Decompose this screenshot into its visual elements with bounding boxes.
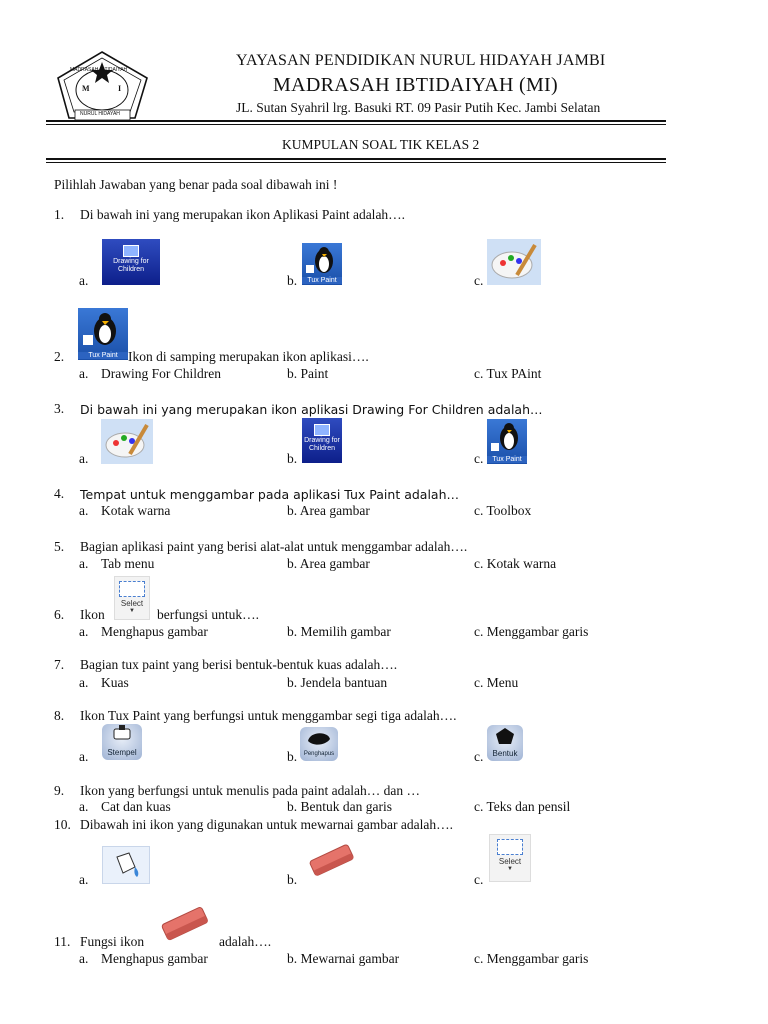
- q5-option-c: c. Kotak warna: [474, 556, 557, 571]
- paint-palette-icon-q3: [101, 419, 153, 464]
- q10-option-b: b.: [287, 872, 298, 887]
- tux-paint-icon-q3: [487, 419, 527, 464]
- q11-text-pre: Fungsi ikon: [80, 934, 145, 949]
- q9-option-a-text: Cat dan kuas: [101, 799, 171, 814]
- q1-number: 1.: [54, 207, 65, 222]
- q1-option-c: c.: [474, 273, 484, 288]
- penghapus-icon: [300, 727, 338, 761]
- q1-text: Di bawah ini yang merupakan ikon Aplikasi Paint adalah….: [80, 207, 406, 222]
- stempel-icon: [102, 724, 142, 760]
- q4-option-a: a.: [79, 503, 89, 518]
- title-rule-thin: [46, 162, 666, 163]
- select-icon-label-q10: Select: [498, 857, 522, 866]
- q1-option-a: a.: [79, 273, 89, 288]
- title-rule-thick: [46, 158, 666, 160]
- q10-option-c: c.: [474, 872, 484, 887]
- fill-bucket-icon: [102, 846, 150, 884]
- q2-option-c: c. Tux PAint: [474, 366, 542, 381]
- q9-option-a: a.: [79, 799, 89, 814]
- q9-number: 9.: [54, 783, 65, 798]
- dfc-icon-label: Drawing for Children: [113, 258, 149, 273]
- drawing-for-children-icon-q3: [302, 418, 342, 463]
- school-address: JL. Sutan Syahril lrg. Basuki RT. 09 Pasir Putih Kec. Jambi Selatan: [236, 100, 601, 115]
- header-rule-thick: [46, 120, 666, 122]
- q5-option-a: a.: [79, 556, 89, 571]
- q11-option-b: b. Mewarnai gambar: [287, 951, 400, 966]
- tux-icon-label-q3: Tux Paint: [487, 456, 527, 463]
- q9-option-b: b. Bentuk dan garis: [287, 799, 392, 814]
- q8-option-c: c.: [474, 749, 484, 764]
- dfc-icon-label-q3: Drawing for Children: [304, 437, 340, 452]
- q6-option-a: a.: [79, 624, 89, 639]
- q7-number: 7.: [54, 657, 65, 672]
- chevron-down-icon-q10: ▼: [507, 866, 513, 872]
- q10-text: Dibawah ini ikon yang digunakan untuk mewarnai gambar adalah….: [80, 817, 454, 832]
- q11-number: 11.: [54, 934, 71, 949]
- select-icon-q10: [489, 834, 531, 882]
- q3-option-a: a.: [79, 451, 89, 466]
- tux-icon-label-q2: Tux Paint: [78, 352, 128, 359]
- select-icon-label: Select: [120, 599, 144, 608]
- q1-option-b: b.: [287, 273, 298, 288]
- q4-number: 4.: [54, 486, 65, 501]
- q4-option-c: c. Toolbox: [474, 503, 532, 518]
- q6-text-post: berfungsi untuk….: [157, 607, 259, 622]
- q7-option-a: a.: [79, 675, 89, 690]
- q3-text: Di bawah ini yang merupakan ikon aplikasi Drawing For Children adalah…: [80, 402, 543, 417]
- q5-option-b: b. Area gambar: [287, 556, 370, 571]
- q7-option-a-text: Kuas: [101, 675, 129, 690]
- eraser-icon-q11: [155, 902, 215, 946]
- q8-text: Ikon Tux Paint yang berfungsi untuk menggambar segi tiga adalah….: [80, 708, 457, 723]
- q5-option-a-text: Tab menu: [101, 556, 155, 571]
- instruction-text: Pilihlah Jawaban yang benar pada soal dibawah ini !: [54, 177, 338, 192]
- school-name: MADRASAH IBTIDAIYAH (MI): [273, 74, 558, 96]
- q8-option-a: a.: [79, 749, 89, 764]
- q5-number: 5.: [54, 539, 65, 554]
- q3-option-c: c.: [474, 451, 484, 466]
- q8-option-b: b.: [287, 749, 298, 764]
- q5-text: Bagian aplikasi paint yang berisi alat-alat untuk menggambar adalah….: [80, 539, 468, 554]
- q8-number: 8.: [54, 708, 65, 723]
- eraser-icon: [303, 840, 361, 882]
- q2-option-a: a.: [79, 366, 89, 381]
- q2-number: 2.: [54, 349, 65, 364]
- bentuk-icon-label: Bentuk: [492, 749, 518, 758]
- q2-option-a-text: Drawing For Children: [101, 366, 221, 381]
- q4-option-a-text: Kotak warna: [101, 503, 171, 518]
- q3-number: 3.: [54, 401, 65, 416]
- penguin-icon: [302, 243, 342, 275]
- select-icon: [114, 576, 150, 620]
- q6-number: 6.: [54, 607, 65, 622]
- bentuk-icon: [487, 725, 523, 761]
- chevron-down-icon: ▼: [129, 608, 135, 614]
- logo-top-text: MADRASAH IBTIDAIYAH: [70, 67, 128, 73]
- q7-option-c: c. Menu: [474, 675, 519, 690]
- q6-option-b: b. Memilih gambar: [287, 624, 391, 639]
- doc-title: KUMPULAN SOAL TIK KELAS 2: [282, 137, 480, 152]
- paint-palette-icon: [487, 239, 541, 285]
- logo-bottom-text: NURUL HIDAYAH: [80, 111, 120, 117]
- q4-text: Tempat untuk menggambar pada aplikasi Tux Paint adalah…: [80, 487, 460, 502]
- drawing-for-children-icon: [102, 239, 160, 285]
- logo-right-letter: I: [118, 84, 122, 93]
- q6-option-c: c. Menggambar garis: [474, 624, 589, 639]
- q11-option-a: a.: [79, 951, 89, 966]
- q7-option-b: b. Jendela bantuan: [287, 675, 388, 690]
- tux-paint-icon: [302, 243, 342, 285]
- tux-icon-label: Tux Paint: [302, 277, 342, 284]
- q6-text-pre: Ikon: [80, 607, 105, 622]
- header-rule-thin: [46, 124, 666, 125]
- q6-option-a-text: Menghapus gambar: [101, 624, 208, 639]
- q7-text: Bagian tux paint yang berisi bentuk-bentuk kuas adalah….: [80, 657, 398, 672]
- q2-option-b: b. Paint: [287, 366, 329, 381]
- q9-text: Ikon yang berfungsi untuk menulis pada paint adalah… dan …: [80, 783, 421, 798]
- q10-option-a: a.: [79, 872, 89, 887]
- q11-option-c: c. Menggambar garis: [474, 951, 589, 966]
- logo-left-letter: M: [82, 84, 90, 93]
- q2-text: Ikon di samping merupakan ikon aplikasi….: [128, 349, 369, 364]
- penghapus-icon-label: Penghapus: [303, 751, 335, 757]
- tux-paint-icon-q2: [78, 308, 128, 360]
- foundation-name: YAYASAN PENDIDIKAN NURUL HIDAYAH JAMBI: [236, 52, 606, 69]
- q4-option-b: b. Area gambar: [287, 503, 370, 518]
- stempel-icon-label: Stempel: [107, 748, 137, 757]
- q10-number: 10.: [54, 817, 71, 832]
- q11-text-post: adalah….: [219, 934, 272, 949]
- q9-option-c: c. Teks dan pensil: [474, 799, 571, 814]
- q3-option-b: b.: [287, 451, 298, 466]
- q11-option-a-text: Menghapus gambar: [101, 951, 208, 966]
